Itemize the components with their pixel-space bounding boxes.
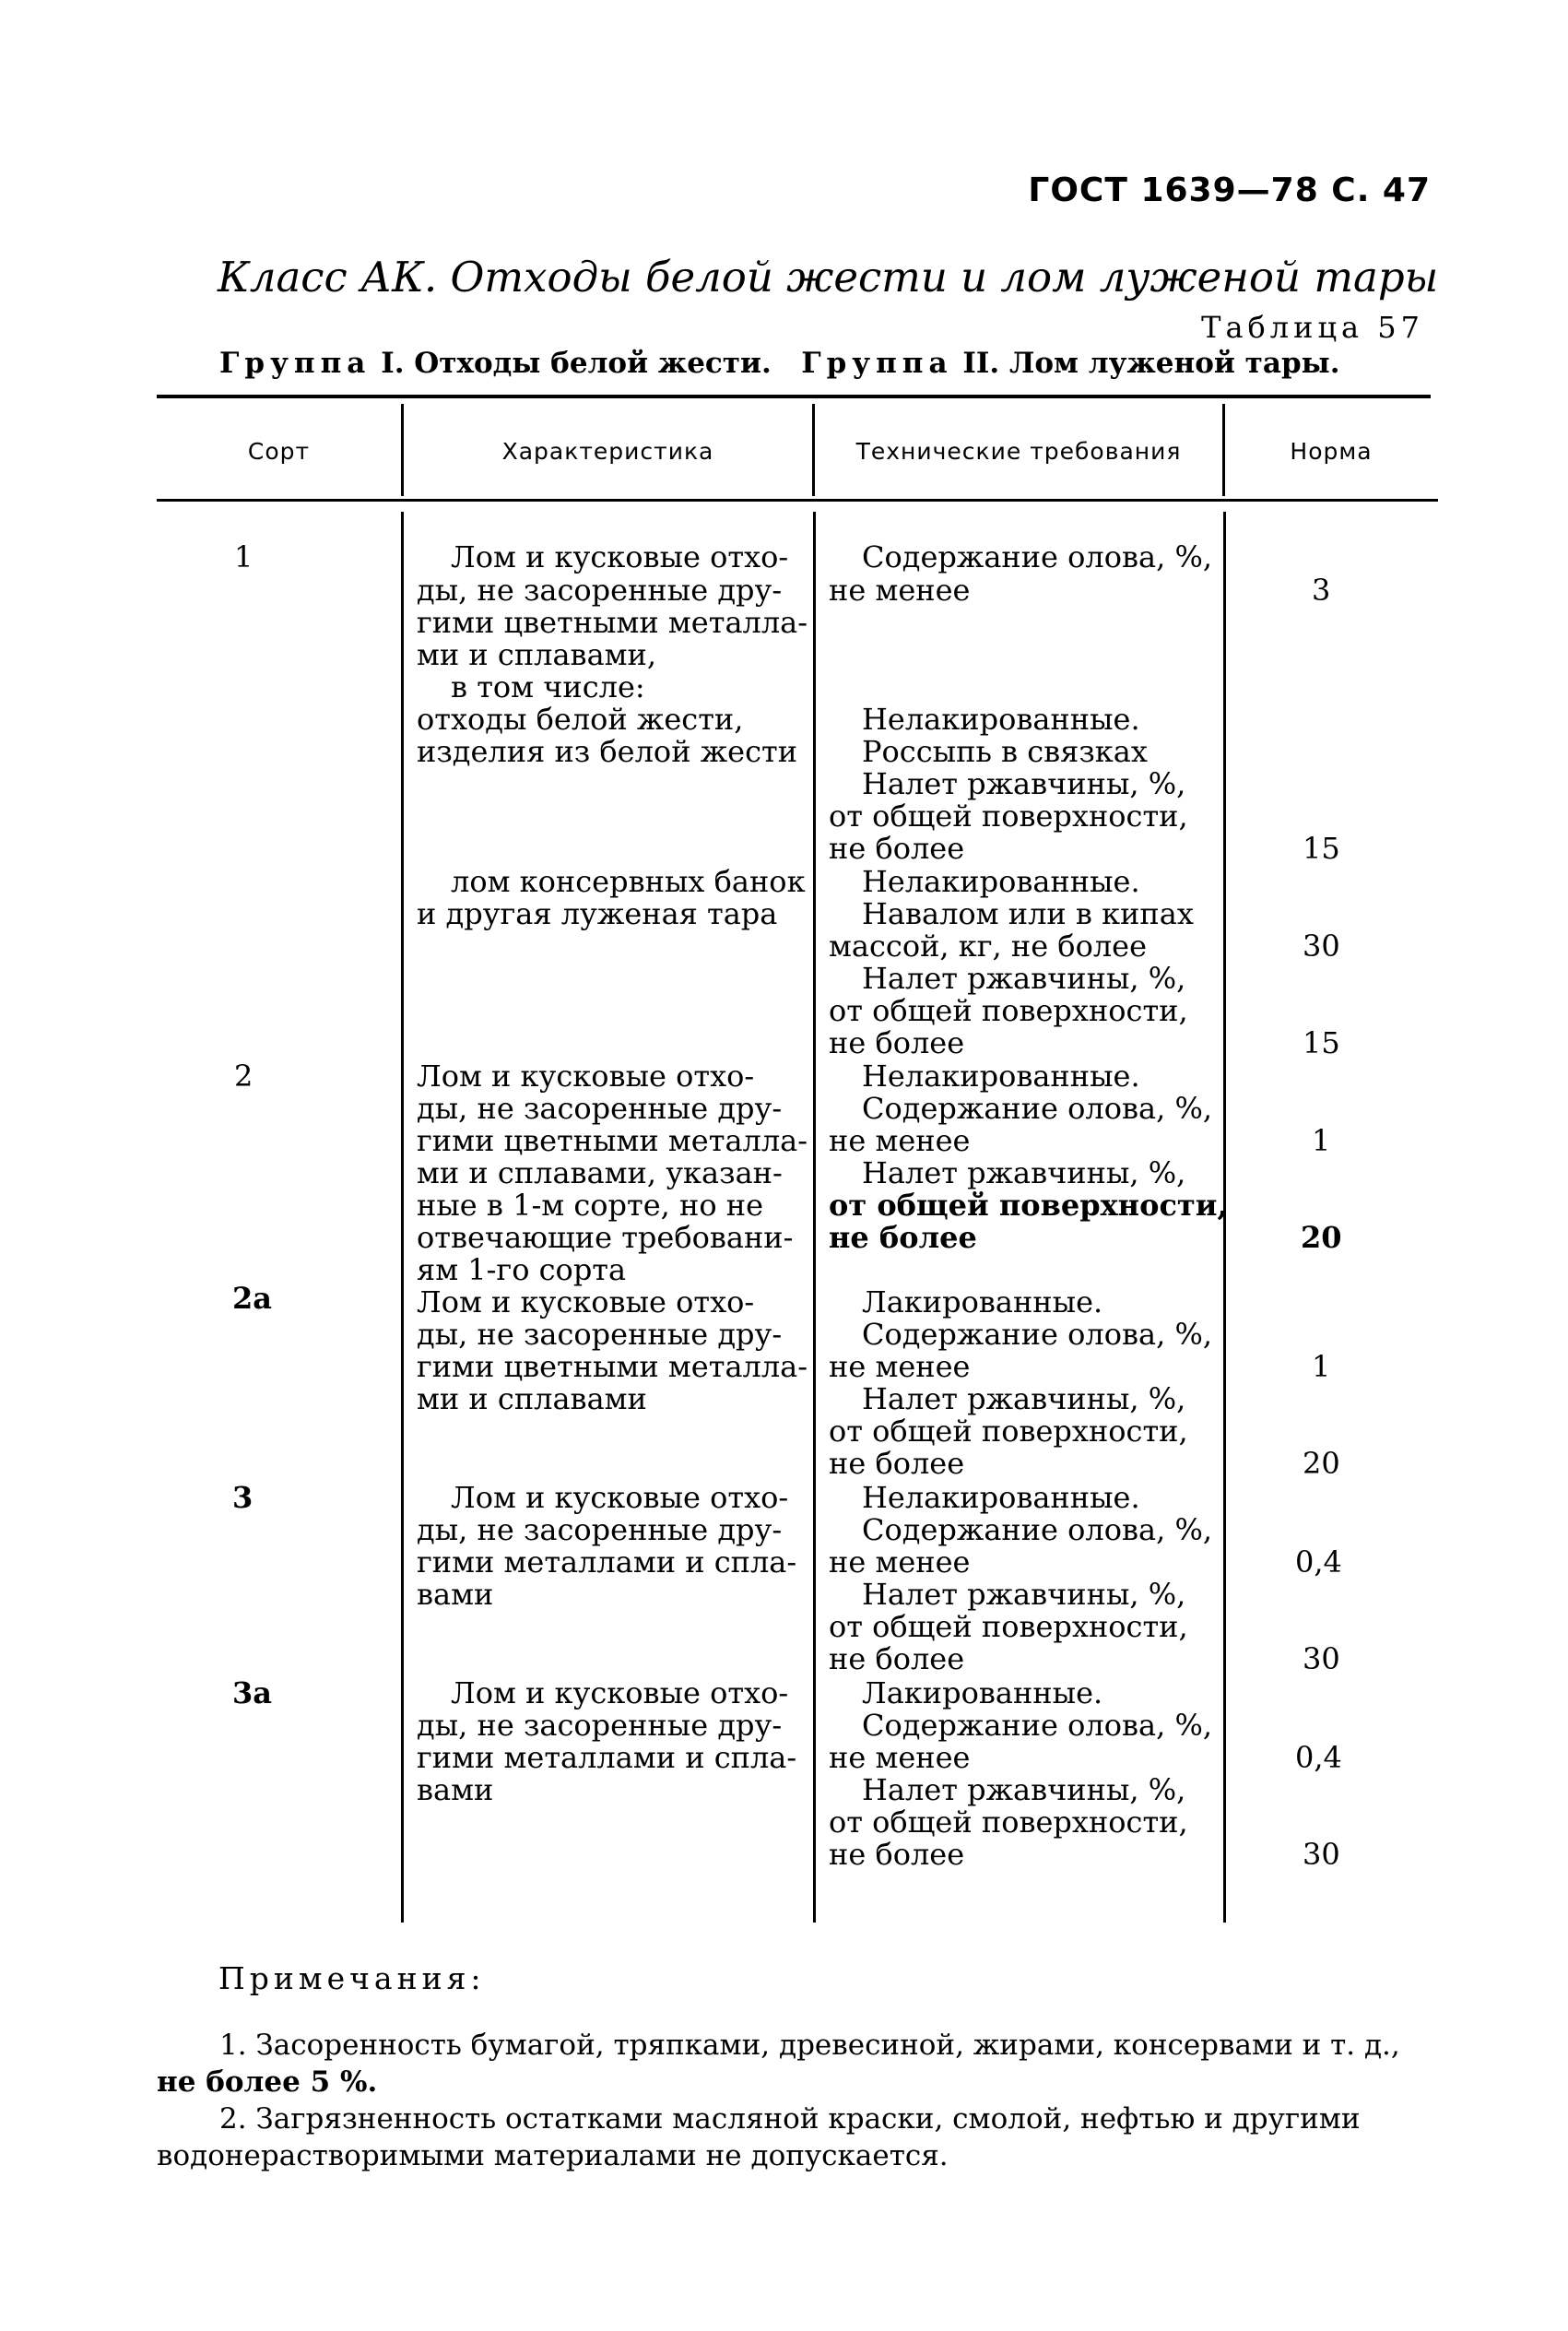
requirement-line: Налет ржавчины, %, [862,1772,1186,1807]
characteristic-line: гими металлами и спла- [417,1740,797,1775]
requirement-line: Содержание олова, %, [862,1317,1213,1352]
note-1-line-2: не более 5 %. [157,2065,378,2099]
sort-value: 3а [232,1675,272,1710]
characteristic-line: гими цветными металла- [417,605,808,640]
requirement-line: не более [829,831,965,866]
norm-value: 30 [1303,1641,1340,1676]
table-number: Таблица 57 [1201,310,1424,345]
requirement-line: не менее [829,573,971,608]
notes-title: Примечания: [218,1960,486,1996]
group-1-prefix: Группа [219,347,371,380]
characteristic-line: ми и сплавами, указан- [417,1155,783,1190]
requirement-line: Налет ржавчины, %, [862,961,1186,996]
characteristic-line: Лом и кусковые отхо- [451,539,789,574]
characteristic-line: отходы белой жести, [417,702,744,737]
characteristic-line: ми и сплавами, [417,637,657,672]
column-header-sort: Сорт [247,438,311,465]
requirement-line: Налет ржавчины, %, [862,766,1186,801]
characteristic-line: Лом и кусковые отхо- [417,1284,755,1319]
characteristic-line: ные в 1-м сорте, но не [417,1188,764,1223]
requirement-line: не более [829,1641,965,1676]
norm-value: 30 [1303,1837,1340,1872]
requirement-line: не менее [829,1740,971,1775]
characteristic-line: ды, не засоренные дру- [417,1512,783,1547]
note-2-line-2: водонерастворимыми материалами не допускается. [157,2139,949,2172]
body-divider-1 [401,512,404,1923]
requirement-line: массой, кг, не более [829,929,1148,964]
norm-value: 3 [1312,573,1331,608]
requirement-line: от общей поверхности, [829,1188,1228,1223]
norm-value: 20 [1303,1446,1340,1481]
characteristic-line: гими цветными металла- [417,1123,808,1158]
requirement-line: не более [829,1025,965,1060]
requirement-line: не менее [829,1123,971,1158]
group-line [219,347,1340,380]
requirement-line: не более [829,1837,965,1872]
requirement-line: от общей поверхности, [829,1609,1188,1644]
requirement-line: Содержание олова, %, [862,1708,1213,1743]
group-2-title: II. Лом луженой тары. [962,347,1340,380]
norm-value: 15 [1303,831,1340,866]
characteristic-line: ям 1-го сорта [417,1252,627,1287]
requirement-line: Навалом или в кипах [862,896,1194,931]
characteristic-line: гими цветными металла- [417,1349,808,1384]
characteristic-line: вами [417,1577,494,1612]
sort-value: 1 [234,539,253,574]
requirement-line: не менее [829,1349,971,1384]
characteristic-line: ды, не засоренные дру- [417,1091,783,1126]
requirement-line: Нелакированные. [862,1059,1140,1094]
norm-value: 0,4 [1295,1740,1342,1775]
characteristic-line: Лом и кусковые отхо- [417,1059,755,1094]
characteristic-line: ды, не засоренные дру- [417,1708,783,1743]
requirement-line: не менее [829,1544,971,1580]
norm-value: 30 [1303,929,1340,964]
column-header-characteristic: Характеристика [501,438,714,465]
requirement-line: Россыпь в связках [862,734,1148,769]
characteristic-line: изделия из белой жести [417,734,798,769]
norm-value: 20 [1301,1220,1342,1255]
requirement-line: Нелакированные. [862,864,1140,899]
characteristic-line: отвечающие требовани- [417,1220,794,1255]
column-header-norm: Норма [1290,438,1373,465]
characteristic-line: лом консервных банок [451,864,806,899]
class-title: Класс АК. Отходы белой жести и лом луженой тары [218,253,1439,302]
characteristic-line: Лом и кусковые отхо- [451,1480,789,1515]
characteristic-line: ды, не засоренные дру- [417,1317,783,1352]
requirement-line: Налет ржавчины, %, [862,1577,1186,1612]
requirement-line: Содержание олова, %, [862,1512,1213,1547]
norm-value: 0,4 [1295,1544,1342,1580]
requirement-line: от общей поверхности, [829,1414,1188,1449]
characteristic-line: ды, не засоренные дру- [417,573,783,608]
requirement-line: Лакированные. [862,1675,1103,1710]
requirement-line: от общей поверхности, [829,993,1188,1028]
group-1-title: I. Отходы белой жести. [381,347,772,380]
note-2-line-1: 2. Загрязненность остатками масляной краски, смолой, нефтью и другими [219,2102,1361,2136]
characteristic-line: Лом и кусковые отхо- [451,1675,789,1710]
characteristic-line: вами [417,1772,494,1807]
note-1-line-1: 1. Засоренность бумагой, тряпками, древесиной, жирами, консервами и т. д., [219,2029,1400,2062]
sort-value: 2а [232,1281,272,1316]
requirement-line: Лакированные. [862,1284,1103,1319]
requirement-line: Налет ржавчины, %, [862,1155,1186,1190]
page-header: ГОСТ 1639—78 С. 47 [1028,172,1431,209]
requirement-line: Нелакированные. [862,702,1140,737]
characteristic-line: в том числе: [451,669,645,704]
sort-value: 2 [234,1059,253,1094]
group-2-prefix: Группа [801,347,953,380]
requirement-line: от общей поверхности, [829,799,1188,834]
requirement-line: не более [829,1220,977,1255]
characteristic-line: ми и сплавами [417,1381,647,1416]
column-header-requirements: Технические требования [855,438,1182,465]
body-divider-2 [813,512,816,1923]
characteristic-line: и другая луженая тара [417,896,778,931]
norm-value: 1 [1312,1349,1331,1384]
norm-value: 1 [1312,1123,1331,1158]
requirement-line: Налет ржавчины, %, [862,1381,1186,1416]
requirement-line: Нелакированные. [862,1480,1140,1515]
requirement-line: от общей поверхности, [829,1804,1188,1840]
table-top-rule [157,395,1431,398]
requirement-line: Содержание олова, %, [862,539,1213,574]
requirement-line: Содержание олова, %, [862,1091,1213,1126]
sort-value: 3 [232,1480,253,1515]
table-header-rule [157,499,1438,502]
norm-value: 15 [1303,1025,1340,1060]
requirement-line: не более [829,1446,965,1481]
characteristic-line: гими металлами и спла- [417,1544,797,1580]
